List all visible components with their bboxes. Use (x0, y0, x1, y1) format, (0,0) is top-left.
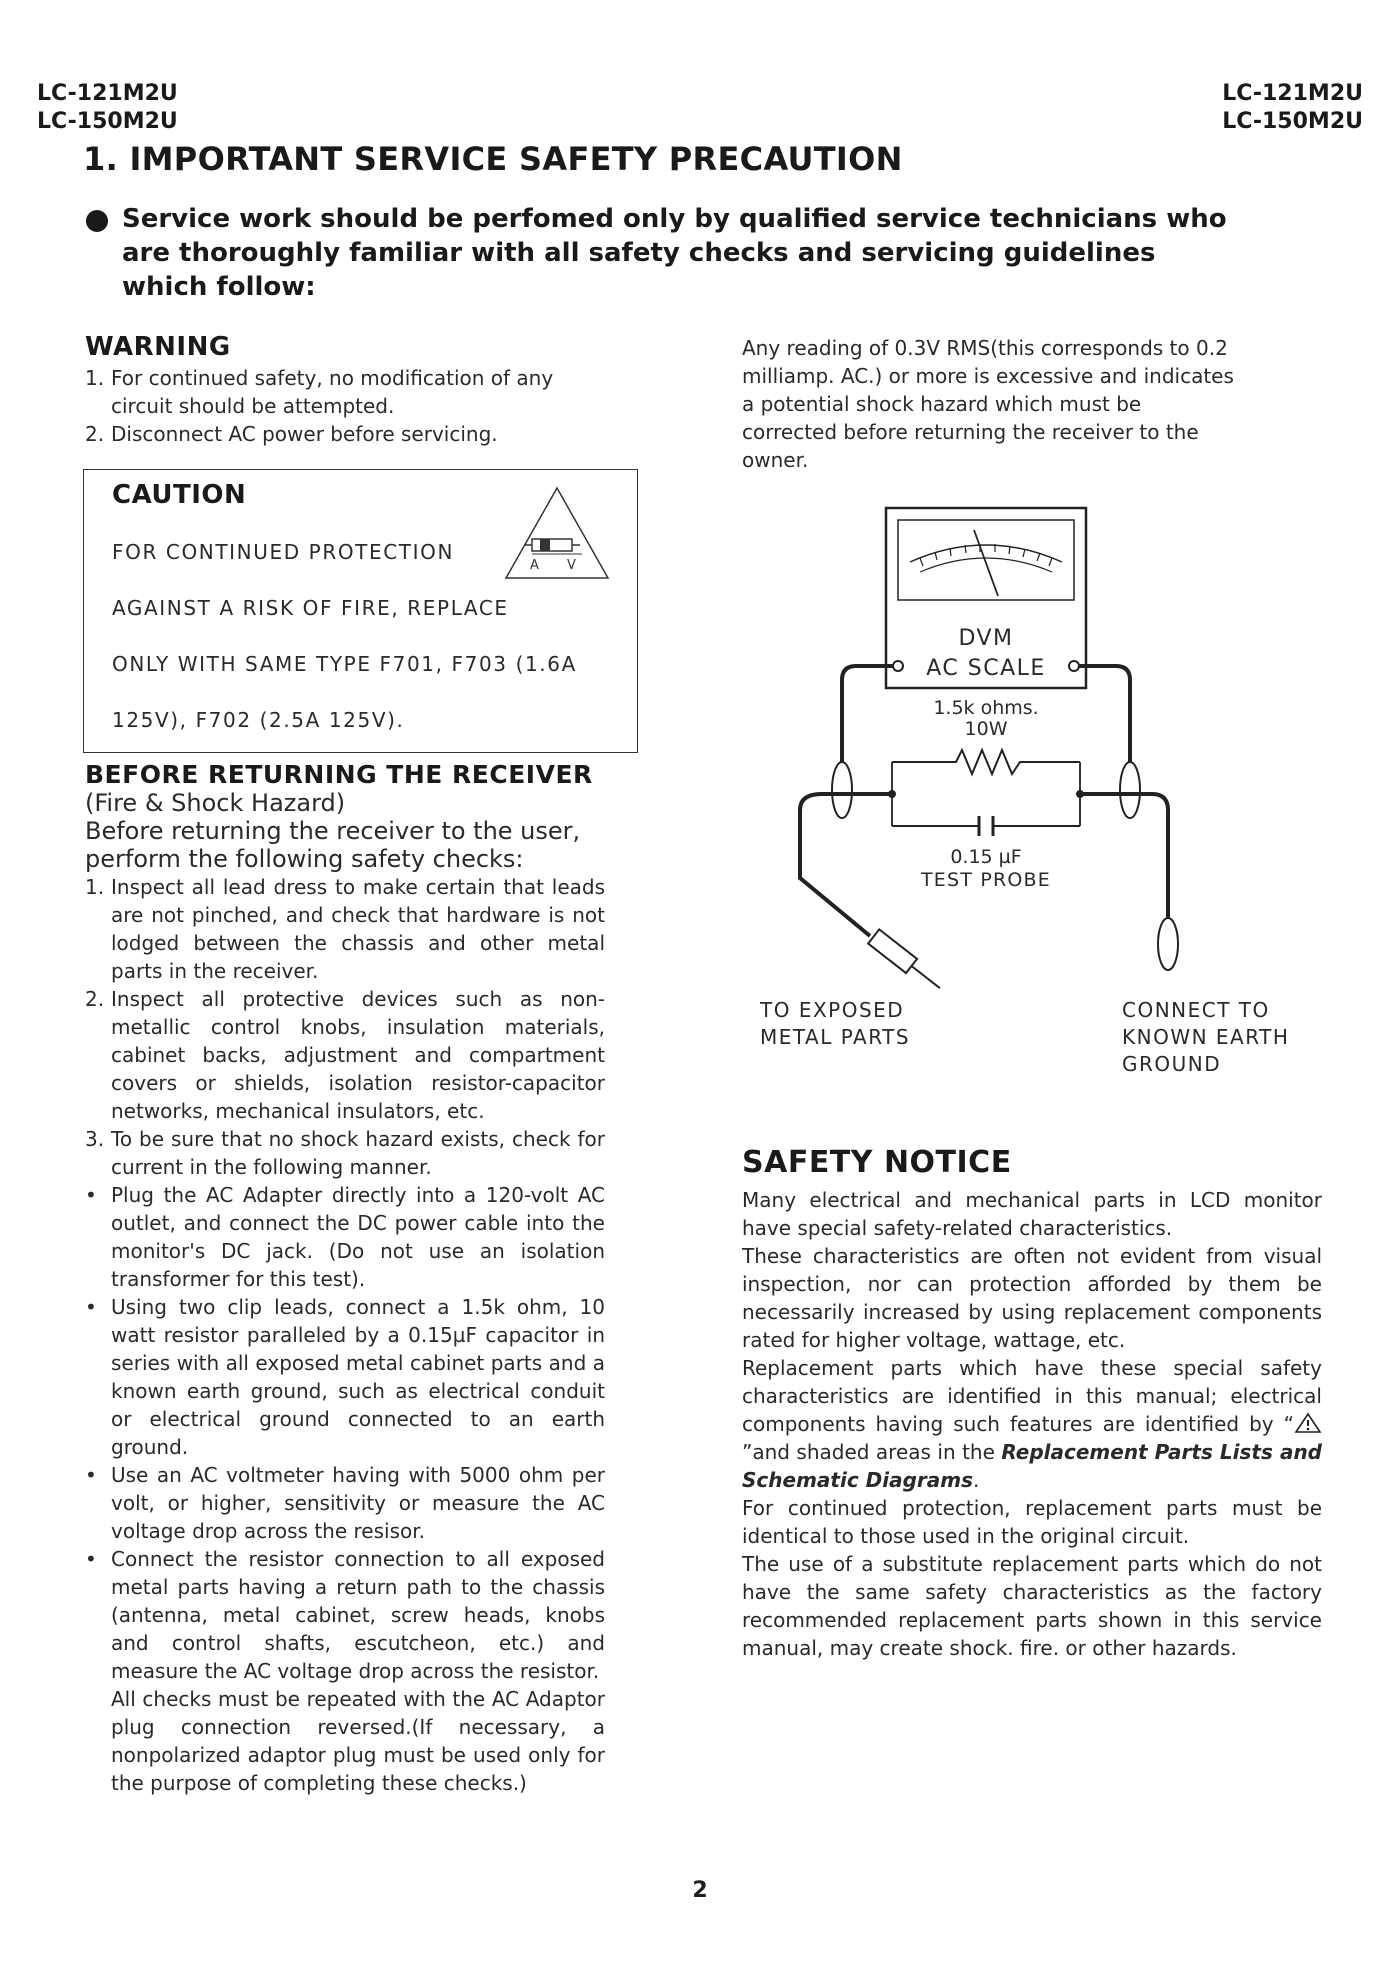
item-text: Disconnect AC power before servicing. (111, 422, 498, 446)
list-item (85, 364, 605, 420)
safety-text: Replacement parts which have these special safety characteristics are identified in this manual; electrical components having such features are identified by (742, 1356, 1322, 1436)
before-returning-intro: Before returning the receiver to the user, perform the following safety checks: (85, 817, 581, 873)
item-number: 1. (85, 875, 105, 899)
lead-statement: Service work should be perfomed only by qualified service technicians who are thoroughly familiar with all safety checks and servicing guidelines which follow: (122, 204, 1227, 302)
item-number: 2. (85, 987, 105, 1011)
safety-paragraph (742, 1354, 1322, 1494)
caution-line: FOR CONTINUED PROTECTION (112, 540, 455, 564)
safety-paragraph: These characteristics are often not evident from visual inspection, nor can protection afforded by them be necessarily increased by using replacement components rated for higher voltage, wattage, etc. (742, 1244, 1322, 1352)
fuse-body (532, 539, 572, 551)
list-item (85, 985, 605, 1125)
bullet-symbol: • (85, 1463, 97, 1487)
caution-line: 125V), F702 (2.5A 125V). (112, 708, 405, 732)
before-returning-section (85, 760, 605, 1797)
closing-text: All checks must be repeated with the AC Adaptor plug connection reversed.(If necessary, a nonpolarized adaptor plug must be used only for the purpose of completing these checks.) (111, 1687, 605, 1795)
list-item (85, 420, 605, 448)
before-returning-subheading: (Fire & Shock Hazard) (85, 789, 346, 817)
clip-lead-right (1120, 762, 1140, 818)
caution-box (83, 469, 638, 753)
item-number: 1. (85, 366, 105, 390)
safety-paragraph: The use of a substitute replacement parts which do not have the same safety characteristics as the factory recommended replacement parts shown in this service manual, may create shock. fire. or other hazards. (742, 1552, 1322, 1660)
caution-line: ONLY WITH SAME TYPE F701, F703 (1.6A (112, 652, 577, 676)
checks-list (85, 873, 605, 1797)
ground-lead (1152, 794, 1168, 918)
safety-paragraph: Many electrical and mechanical parts in LCD monitor have special safety-related characteristics. (742, 1188, 1322, 1240)
caution-triangle-icon (1294, 1412, 1322, 1434)
list-item (85, 1685, 605, 1797)
label-line: TO EXPOSED (760, 998, 905, 1022)
caution-heading: CAUTION (112, 480, 247, 510)
fuse-element (540, 539, 550, 551)
model-name: LC-121M2U (1222, 81, 1363, 106)
item-text: To be sure that no shock hazard exists, check for current in the following manner. (111, 1127, 605, 1179)
label-line: GROUND (1122, 1052, 1222, 1076)
symbol-label-a: A (530, 558, 539, 573)
item-text: Using two clip leads, connect a 1.5k ohm, 10 watt resistor paralleled by a 0.15µF capacitor in series with all exposed metal cabinet parts and a known earth ground, such as electrical conduit or electrical ground connected to an earth ground. (111, 1295, 605, 1459)
list-item (85, 1461, 605, 1545)
model-names-right (1222, 80, 1363, 136)
safety-notice-section (742, 1145, 1322, 1662)
model-names-left (37, 80, 178, 136)
item-number: 2. (85, 422, 105, 446)
clip-lead-left (832, 762, 852, 818)
probe-lead (800, 794, 870, 936)
page-number: 2 (692, 1878, 708, 1903)
leakage-test-diagram (760, 500, 1320, 1005)
before-returning-heading: BEFORE RETURNING THE RECEIVER (85, 760, 593, 789)
label-line: CONNECT TO (1122, 998, 1270, 1022)
item-text: Plug the AC Adapter directly into a 120-volt AC outlet, and connect the DC power cable into the monitor's DC jack. (Do not use an isolation transformer for this test). (111, 1183, 605, 1291)
symbol-label-v: V (567, 558, 576, 573)
capacitor-label: TEST PROBE (921, 869, 1051, 891)
list-item (85, 873, 605, 985)
list-item (85, 1293, 605, 1461)
label-line: METAL PARTS (760, 1025, 911, 1049)
caution-line: AGAINST A RISK OF FIRE, REPLACE (112, 596, 509, 620)
warning-triangle (506, 488, 608, 578)
fuse-warning-icon (502, 484, 612, 584)
list-item (85, 1181, 605, 1293)
safety-text: ”and shaded areas in the (742, 1440, 1002, 1464)
meter-label: DVM (958, 626, 1014, 651)
bullet-symbol: • (85, 1183, 97, 1207)
list-item (85, 1125, 605, 1181)
resistor-label: 1.5k ohms. (933, 697, 1039, 719)
item-text: Inspect all protective devices such as non-metallic control knobs, insulation materials, cabinet backs, adjustment and compartment covers or shields, isolation resistor-capacitor networks, mechanical insulators, etc. (111, 987, 605, 1123)
resistor-symbol (892, 750, 1080, 774)
item-number: 3. (85, 1127, 105, 1151)
meter-needle (974, 530, 998, 596)
ground-label (1122, 997, 1289, 1078)
safety-text: . (973, 1468, 980, 1492)
safety-notice-heading: SAFETY NOTICE (742, 1145, 1012, 1180)
meter-window (898, 520, 1074, 600)
item-text: Use an AC voltmeter having with 5000 ohm per volt, or higher, sensitivity or measure the AC voltage drop across the resisor. (111, 1463, 605, 1543)
bullet-symbol: • (85, 1547, 97, 1571)
resistor-label: 10W (964, 718, 1008, 740)
model-name: LC-150M2U (1222, 109, 1363, 134)
model-name: LC-121M2U (37, 81, 178, 106)
warning-section (85, 332, 605, 448)
bullet-icon (86, 210, 108, 232)
capacitor-label: 0.15 µF (950, 846, 1022, 868)
item-text: Connect the resistor connection to all exposed metal parts having a return path to the chassis (antenna, metal cabinet, screw heads, knobs and control shafts, escutcheon, etc.) and measure the AC voltage drop across the resistor. (111, 1547, 605, 1683)
label-line: KNOWN EARTH (1122, 1025, 1290, 1049)
meter-label: AC SCALE (926, 656, 1046, 681)
test-probe-icon (868, 929, 945, 995)
list-item (85, 1545, 605, 1685)
safety-paragraph: For continued protection, replacement parts must be identical to those used in the original circuit. (742, 1496, 1322, 1548)
warning-list (85, 364, 605, 448)
warning-heading: WARNING (85, 332, 231, 362)
meter-terminal (1069, 661, 1079, 671)
emphasis-text: Replacement Parts Lists and Schematic Diagrams (742, 1440, 1322, 1492)
model-name: LC-150M2U (37, 109, 178, 134)
reading-note: Any reading of 0.3V RMS(this corresponds to 0.2 milliamp. AC.) or more is excessive and indicates a potential shock hazard which must be corrected before returning the receiver to the owner. (742, 336, 1234, 472)
ground-clip (1158, 918, 1178, 970)
probe-label (760, 997, 910, 1051)
meter-terminal (893, 661, 903, 671)
item-text: Inspect all lead dress to make certain that leads are not pinched, and check that hardware is not lodged between the chassis and other metal parts in the receiver. (111, 875, 605, 983)
item-text: For continued safety, no modification of any circuit should be attempted. (111, 366, 554, 418)
section-title: 1. IMPORTANT SERVICE SAFETY PRECAUTION (83, 140, 903, 178)
bullet-symbol: • (85, 1295, 97, 1319)
quote-mark: “ (1283, 1412, 1294, 1436)
